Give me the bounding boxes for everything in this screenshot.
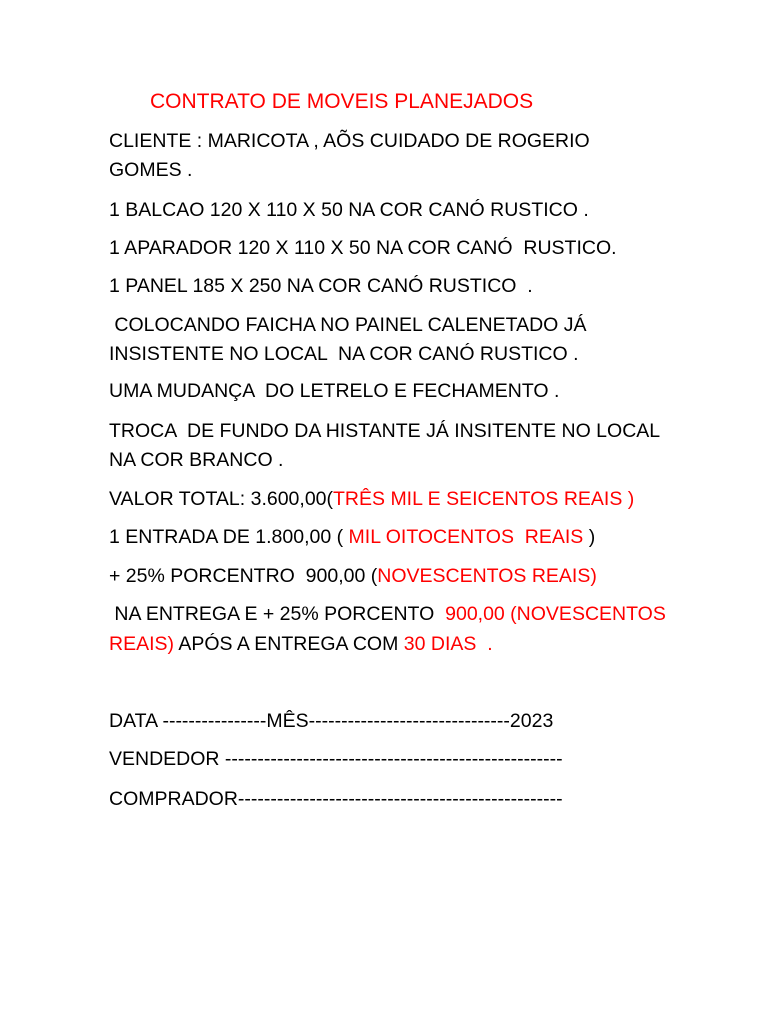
parcela-2-line-1 (109, 601, 666, 627)
mudanca-line: UMA MUDANÇA DO LETRELO E FECHAMENTO . (109, 380, 560, 402)
entrada-extenso: MIL OITOCENTOS REAIS (348, 526, 584, 548)
item-aparador: 1 APARADOR 120 X 110 X 50 NA COR CANÓ RUSTICO. (109, 237, 617, 259)
parcela-1-line (109, 563, 597, 589)
colocando-line-2: INSISTENTE NO LOCAL NA COR CANÓ RUSTICO . (109, 343, 579, 365)
parcela-2-line-2 (109, 631, 493, 657)
comprador-signature-line: COMPRADOR-------------------------------------------------- (109, 788, 563, 810)
item-panel: 1 PANEL 185 X 250 NA COR CANÓ RUSTICO . (109, 275, 533, 297)
contract-title: CONTRATO DE MOVEIS PLANEJADOS (150, 90, 534, 113)
valor-total-label: VALOR TOTAL: 3.600,00( (109, 488, 334, 510)
parcela-2-dias: 30 DIAS . (403, 633, 493, 655)
valor-total-extenso: TRÊS MIL E SEICENTOS REAIS ) (333, 488, 635, 510)
valor-total-line (109, 486, 634, 512)
item-balcao: 1 BALCAO 120 X 110 X 50 NA COR CANÓ RUSTICO . (109, 199, 589, 221)
parcela-2-extenso-b: REAIS) (109, 633, 175, 655)
vendedor-signature-line: VENDEDOR ---------------------------------------------------- (109, 748, 563, 770)
parcela-2-mid: APÓS A ENTREGA COM (174, 633, 404, 655)
cliente-line-2: GOMES . (109, 159, 193, 181)
troca-line-1: TROCA DE FUNDO DA HISTANTE JÁ INSITENTE NO LOCAL (109, 420, 661, 442)
troca-line-2: NA COR BRANCO . (109, 449, 284, 471)
data-signature-line: DATA ----------------MÊS-------------------------------2023 (109, 710, 554, 732)
entrada-close: ) (583, 526, 596, 548)
parcela-1-label: + 25% PORCENTRO 900,00 ( (109, 565, 378, 587)
colocando-line-1: COLOCANDO FAICHA NO PAINEL CALENETADO JÁ (109, 314, 587, 336)
parcela-2-label: NA ENTREGA E + 25% PORCENTO (109, 603, 446, 625)
entrada-line (109, 524, 595, 550)
entrada-label: 1 ENTRADA DE 1.800,00 ( (109, 526, 349, 548)
cliente-line-1: CLIENTE : MARICOTA , AÕS CUIDADO DE ROGERIO (109, 130, 590, 152)
parcela-1-extenso: NOVESCENTOS REAIS) (377, 565, 597, 587)
parcela-2-extenso-a: 900,00 (NOVESCENTOS (445, 603, 666, 625)
